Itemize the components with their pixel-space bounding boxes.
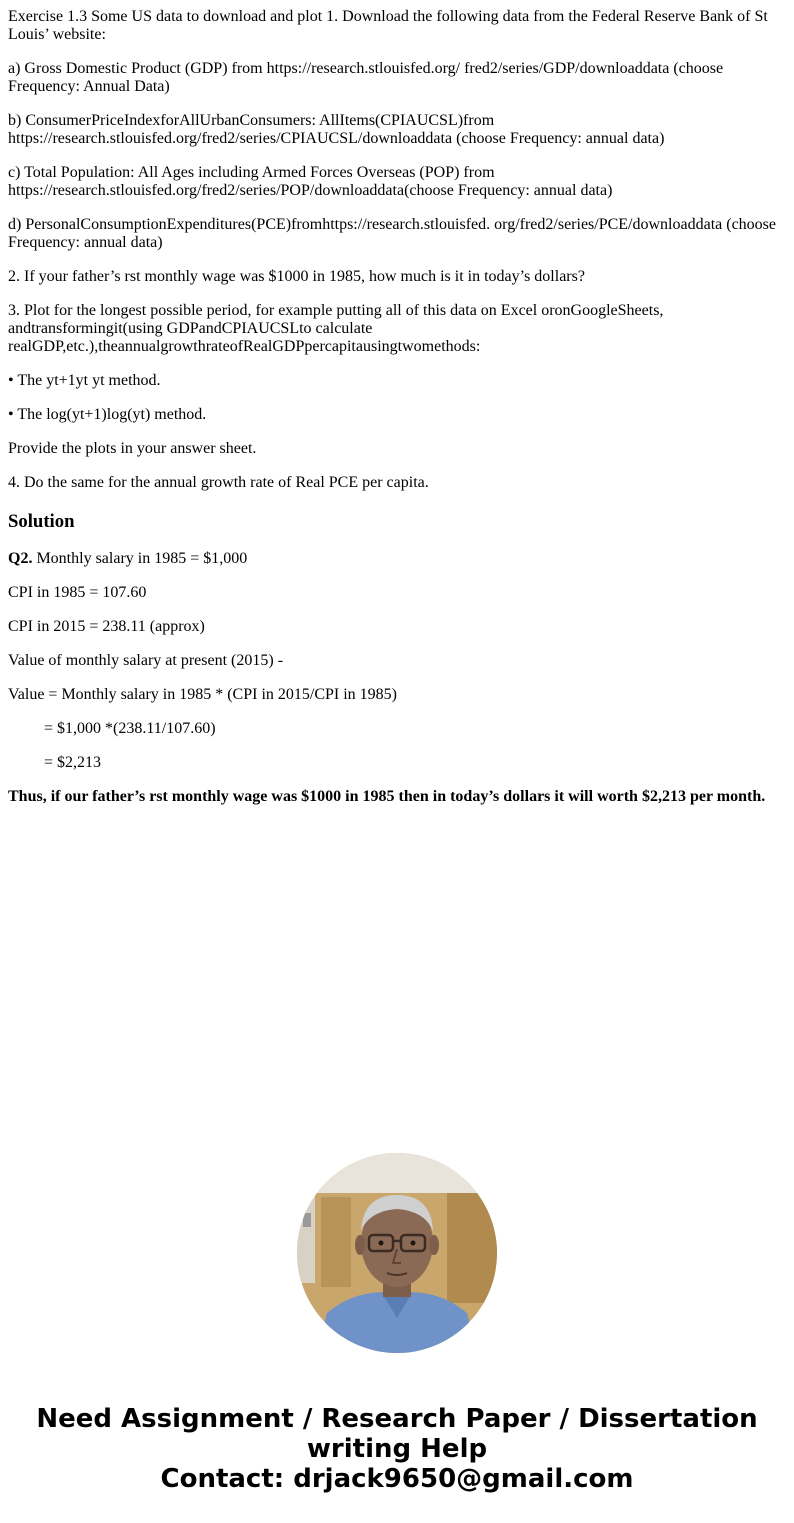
promo-line-1: Need Assignment / Research Paper / Dissertation [36,1404,758,1434]
method-bullet-1: • The yt+1yt yt method. [8,372,161,389]
exercise-item-c: c) Total Population: All Ages including Armed Forces Overseas (POP) from https://research.stlouisfed.org/fred2/series/POP/downloaddata(choose Frequency: annual data) [8,164,613,199]
exercise-question-3: 3. Plot for the longest possible period, for example putting all of this data on Excel oronGoogleSheets, andtransformingit(using GDPandCPIAUCSLto calculate realGDP,etc.),theannualgrowthrateofRealGDPpercapitausingtwomethods: [8,302,664,355]
solution-conclusion: Thus, if our father’s rst monthly wage was $1000 in 1985 then in today’s dollars it will worth $2,213 per month. [8,788,766,805]
solution-cpi-1985: CPI in 1985 = 107.60 [8,584,147,601]
solution-q2-line [8,550,786,568]
promo-footer [0,1404,794,1494]
promo-line-2: writing Help [306,1434,488,1464]
exercise-intro: Exercise 1.3 Some US data to download and plot 1. Download the following data from the Federal Reserve Bank of St Louis’ website: [8,8,768,43]
solution-step-1: = $1,000 *(238.11/107.60) [44,720,216,737]
author-avatar [297,1153,497,1353]
method-bullet-2: • The log(yt+1)log(yt) method. [8,406,207,423]
exercise-question-2: 2. If your father’s rst monthly wage was $1000 in 1985, how much is it in today’s dollars? [8,268,585,285]
solution-heading: Solution [8,511,75,532]
solution-q2-text: Monthly salary in 1985 = $1,000 [32,550,248,567]
exercise-item-b: b) ConsumerPriceIndexforAllUrbanConsumers: AllItems(CPIAUCSL)from https://research.stlouisfed.org/fred2/series/CPIAUCSL/downloaddata (choose Frequency: annual data) [8,112,665,147]
solution-formula: Value = Monthly salary in 1985 * (CPI in 2015/CPI in 1985) [8,686,398,703]
solution-cpi-2015: CPI in 2015 = 238.11 (approx) [8,618,205,635]
exercise-item-d: d) PersonalConsumptionExpenditures(PCE)fromhttps://research.stlouisfed. org/fred2/series/PCE/downloaddata (choose Frequency: annual data) [8,216,777,251]
solution-q2-label: Q2. [8,550,33,567]
promo-contact: Contact: drjack9650@gmail.com [160,1464,634,1494]
exercise-item-a: a) Gross Domestic Product (GDP) from https://research.stlouisfed.org/ fred2/series/GDP/downloaddata (choose Frequency: Annual Data) [8,60,724,95]
solution-value-present: Value of monthly salary at present (2015) - [8,652,284,669]
exercise-question-4: 4. Do the same for the annual growth rate of Real PCE per capita. [8,474,429,491]
provide-plots-note: Provide the plots in your answer sheet. [8,440,257,457]
person-photo-icon [297,1153,497,1353]
solution-step-2: = $2,213 [44,754,102,771]
